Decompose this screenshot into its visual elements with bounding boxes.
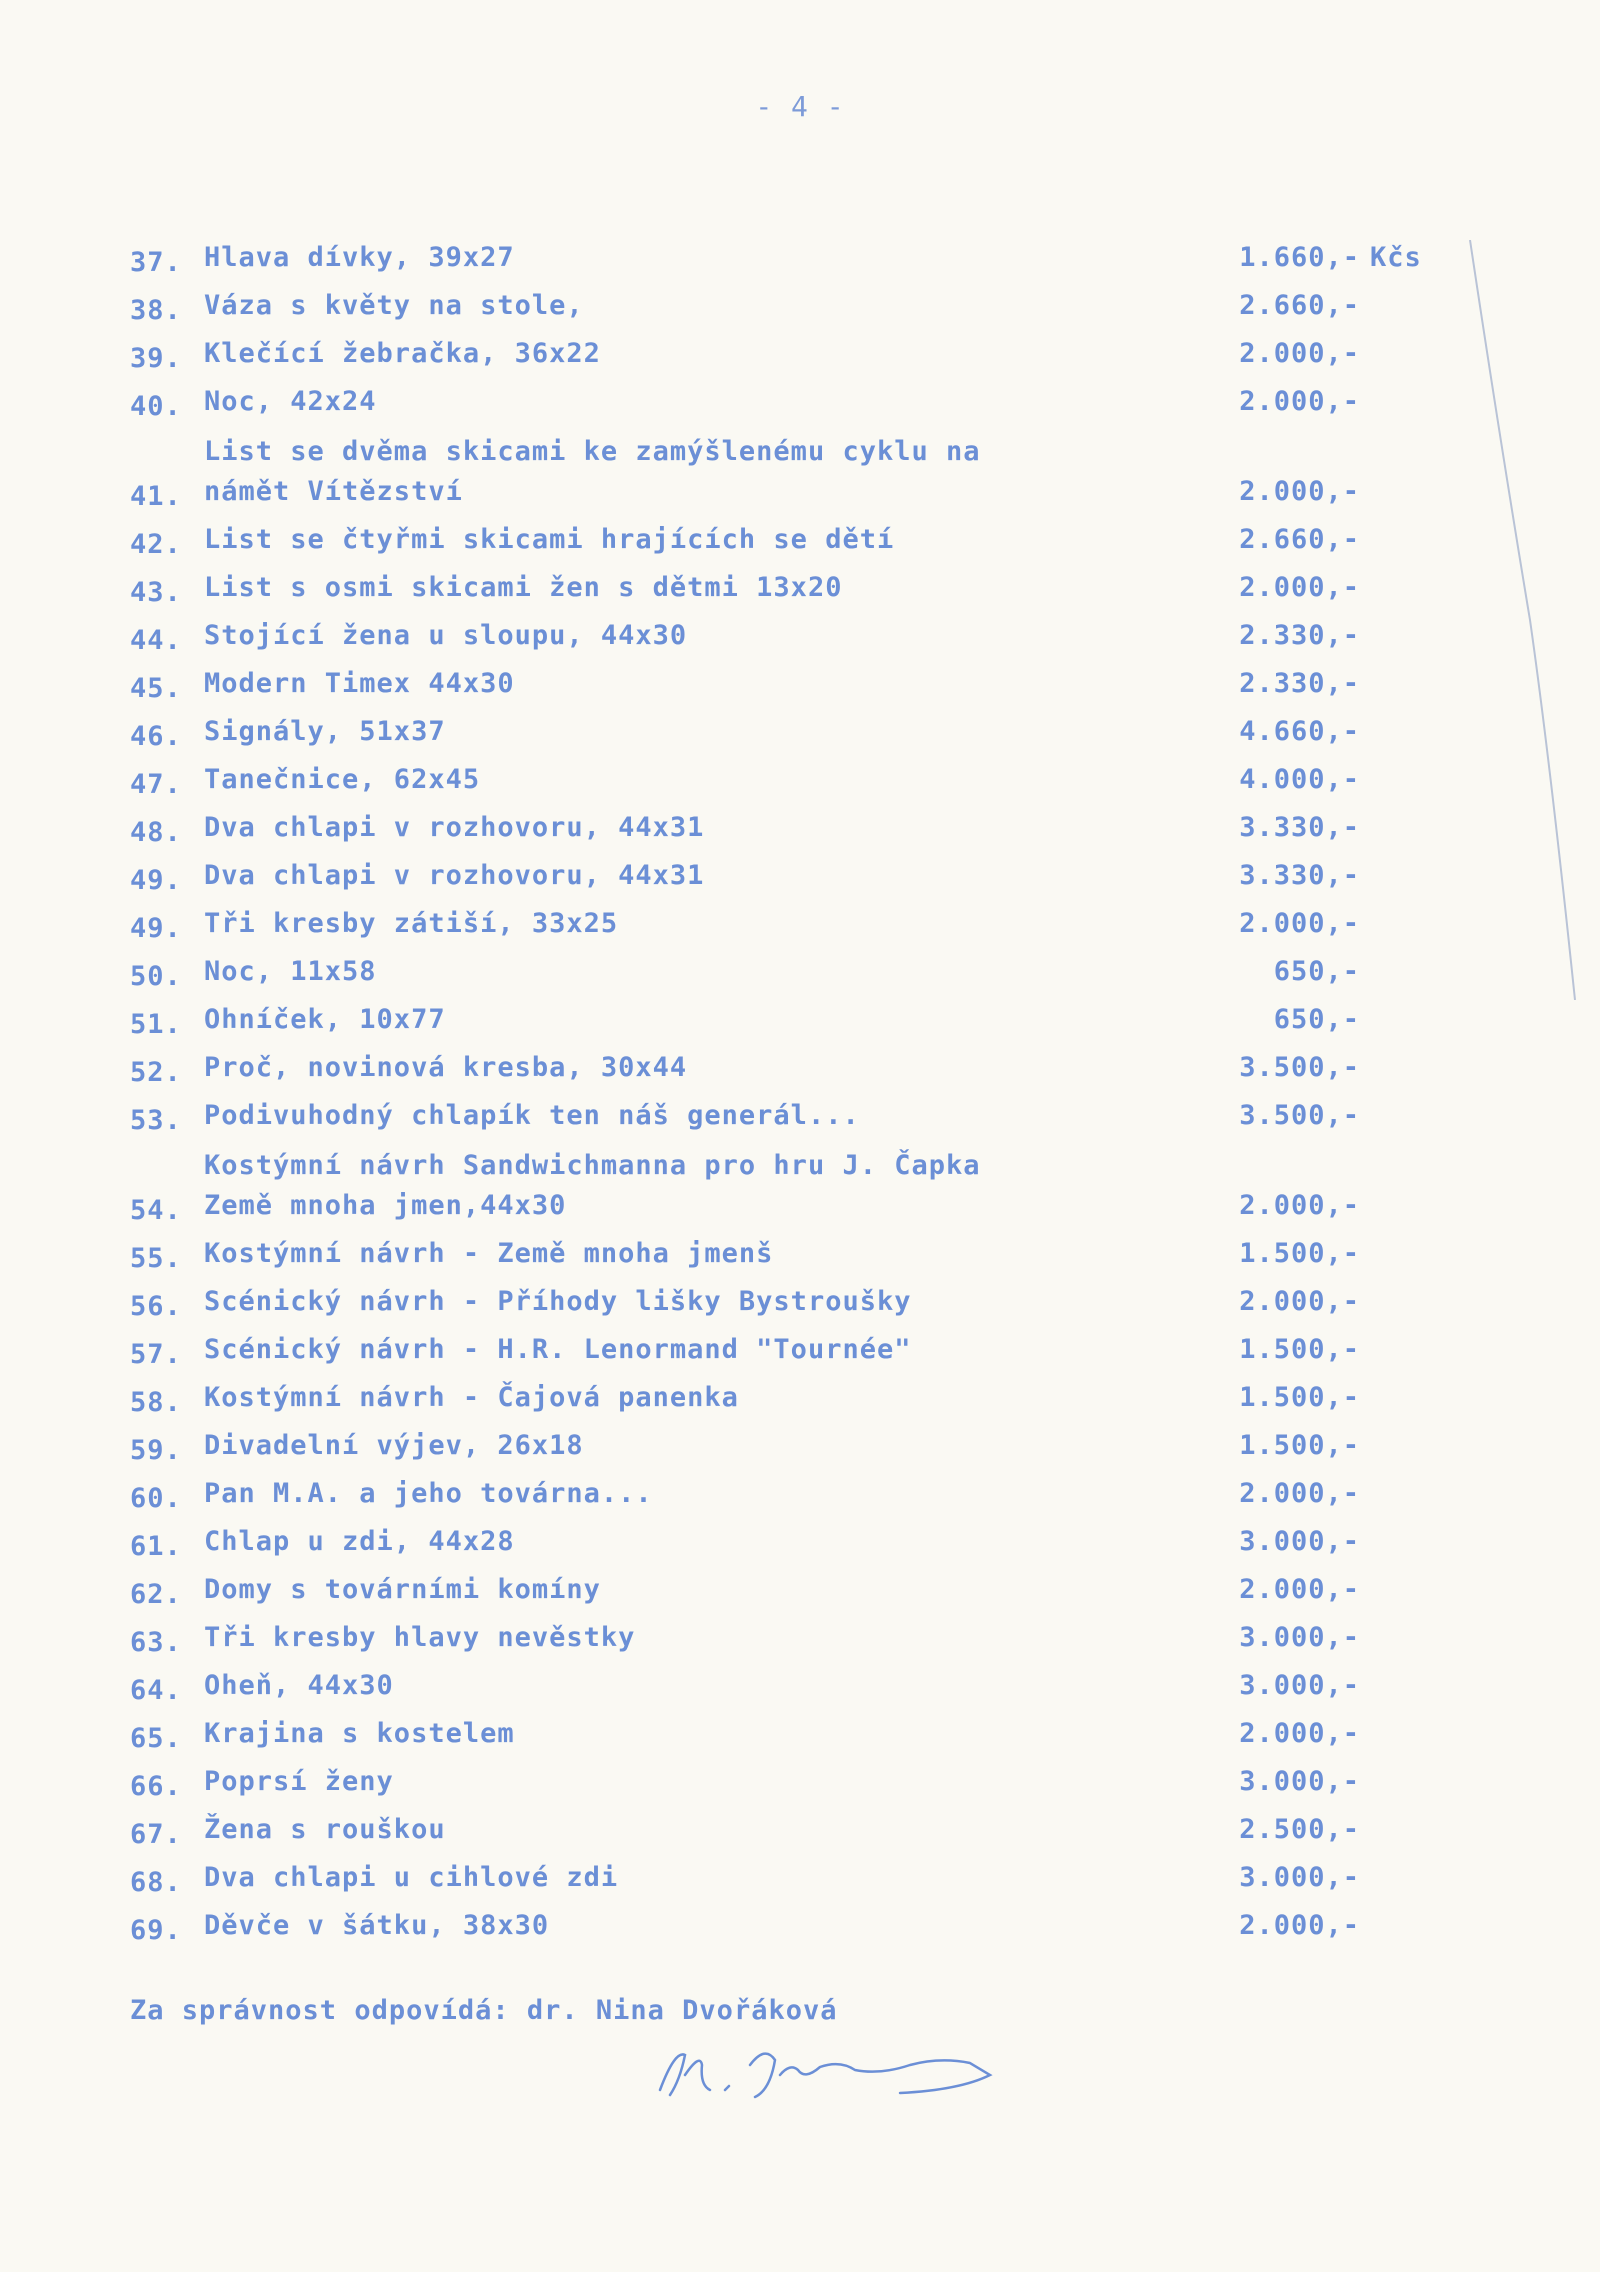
item-title: Podivuhodný chlapík ten náš generál... [204,1100,860,1131]
item-price: 2.000,- [1239,1574,1360,1605]
item-number: 48. [130,817,182,848]
item-number: 54. [130,1195,182,1226]
catalog-item [130,1514,1440,1562]
catalog-item [130,512,1440,560]
catalog-item [130,1088,1440,1136]
item-title: Proč, novinová kresba, 30x44 [204,1052,688,1083]
item-price: 3.000,- [1239,1766,1360,1797]
item-number: 66. [130,1771,182,1802]
catalog-item [130,1466,1440,1514]
item-price: 1.500,- [1239,1334,1360,1365]
margin-pencil-line [1460,240,1580,1000]
catalog-item [130,1274,1440,1322]
item-number: 49. [130,913,182,944]
item-number: 62. [130,1579,182,1610]
item-price: 3.500,- [1239,1052,1360,1083]
item-price: 2.000,- [1239,908,1360,939]
item-price: 2.000,- [1239,386,1360,417]
item-number: 42. [130,529,182,560]
catalog-item [130,1898,1440,1946]
item-price: 2.000,- [1239,1190,1360,1221]
item-price: 3.000,- [1239,1622,1360,1653]
catalog-item [130,1040,1440,1088]
item-title: Signály, 51x37 [204,716,446,747]
item-title: Dva chlapi v rozhovoru, 44x31 [204,860,705,891]
catalog-item [130,326,1440,374]
item-number: 49. [130,865,182,896]
item-price: 2.660,- [1239,290,1360,321]
catalog-item [130,1418,1440,1466]
catalog-item [130,1370,1440,1418]
item-number: 57. [130,1339,182,1370]
item-number: 59. [130,1435,182,1466]
item-number: 37. [130,247,182,278]
item-price: 2.000,- [1239,1910,1360,1941]
catalog-item [130,656,1440,704]
catalog-item [130,896,1440,944]
item-price: 2.000,- [1239,1718,1360,1749]
item-number: 65. [130,1723,182,1754]
item-title: Váza s květy na stole, [204,290,584,321]
item-number: 43. [130,577,182,608]
catalog-item [130,992,1440,1040]
item-title: List s osmi skicami žen s dětmi 13x20 [204,572,843,603]
item-number: 56. [130,1291,182,1322]
item-title: Noc, 42x24 [204,386,377,417]
item-title: Domy s továrními komíny [204,1574,601,1605]
item-title: Noc, 11x58 [204,956,377,987]
item-price: 650,- [1273,1004,1360,1035]
item-title: Ohníček, 10x77 [204,1004,446,1035]
item-title: Žena s rouškou [204,1814,446,1845]
item-title: Kostýmní návrh - Čajová panenka [204,1382,739,1413]
item-number: 61. [130,1531,182,1562]
item-title: Divadelní výjev, 26x18 [204,1430,584,1461]
item-title: Oheň, 44x30 [204,1670,394,1701]
item-price: 3.330,- [1239,812,1360,843]
catalog-item [130,1802,1440,1850]
catalog-item [130,560,1440,608]
item-title: Dva chlapi v rozhovoru, 44x31 [204,812,705,843]
item-price: 1.500,- [1239,1430,1360,1461]
item-price: 650,- [1273,956,1360,987]
item-price: 2.660,- [1239,524,1360,555]
catalog-item [130,374,1440,422]
item-number: 55. [130,1243,182,1274]
item-title: Chlap u zdi, 44x28 [204,1526,515,1557]
item-price: 3.000,- [1239,1670,1360,1701]
item-title: Modern Timex 44x30 [204,668,515,699]
item-title: Krajina s kostelem [204,1718,515,1749]
catalog-item [130,848,1440,896]
catalog-item [130,278,1440,326]
item-title: Scénický návrh - H.R. Lenormand "Tournée" [204,1334,912,1365]
item-number: 58. [130,1387,182,1418]
item-number: 63. [130,1627,182,1658]
catalog-item [130,800,1440,848]
catalog-item [130,230,1440,278]
item-price: 1.660,- [1239,242,1360,273]
item-title: Dva chlapi u cihlové zdi [204,1862,619,1893]
item-price: 2.330,- [1239,620,1360,651]
catalog-item [130,1322,1440,1370]
item-price: 2.000,- [1239,1286,1360,1317]
responsibility-statement: Za správnost odpovídá: dr. Nina Dvořáková [130,1995,838,2026]
item-title: List se čtyřmi skicami hrajících se dětí [204,524,895,555]
item-title: Pan M.A. a jeho továrna... [204,1478,653,1509]
item-number: 69. [130,1915,182,1946]
item-title: Scénický návrh - Příhody lišky Bystroušky [204,1286,912,1317]
item-title: Kostýmní návrh Sandwichmanna pro hru J. Čapka Země mnoha jmen,44x30 [204,1150,981,1221]
item-title: Klečící žebračka, 36x22 [204,338,601,369]
page-number: - 4 - [755,90,845,123]
item-price: 2.000,- [1239,338,1360,369]
catalog-item [130,704,1440,752]
item-number: 47. [130,769,182,800]
item-price: 2.500,- [1239,1814,1360,1845]
catalog-item [130,1658,1440,1706]
item-number: 50. [130,961,182,992]
item-title: Tři kresby zátiší, 33x25 [204,908,619,939]
item-number: 64. [130,1675,182,1706]
item-title: Stojící žena u sloupu, 44x30 [204,620,688,651]
item-price: 1.500,- [1239,1382,1360,1413]
item-number: 51. [130,1009,182,1040]
item-price: 2.000,- [1239,1478,1360,1509]
catalog-item [130,1706,1440,1754]
item-title: Kostýmní návrh - Země mnoha jmenš [204,1238,774,1269]
item-title: Hlava dívky, 39x27 [204,242,515,273]
item-number: 40. [130,391,182,422]
item-number: 52. [130,1057,182,1088]
item-price: 2.000,- [1239,572,1360,603]
item-price: 4.000,- [1239,764,1360,795]
item-number: 45. [130,673,182,704]
item-number: 68. [130,1867,182,1898]
item-price: 3.330,- [1239,860,1360,891]
item-price: 2.000,- [1239,476,1360,507]
item-price: 1.500,- [1239,1238,1360,1269]
item-number: 41. [130,481,182,512]
item-price: 3.000,- [1239,1862,1360,1893]
item-currency: Kčs [1370,242,1422,273]
catalog-item [130,1610,1440,1658]
item-number: 67. [130,1819,182,1850]
item-title: Poprsí ženy [204,1766,394,1797]
item-number: 44. [130,625,182,656]
catalog-item [130,608,1440,656]
item-price: 3.000,- [1239,1526,1360,1557]
catalog-item [130,422,1440,512]
catalog-item [130,752,1440,800]
item-list [130,230,1440,1946]
catalog-item [130,1226,1440,1274]
item-number: 53. [130,1105,182,1136]
catalog-item [130,1136,1440,1226]
item-price: 3.500,- [1239,1100,1360,1131]
item-number: 38. [130,295,182,326]
item-number: 60. [130,1483,182,1514]
item-price: 4.660,- [1239,716,1360,747]
item-price: 2.330,- [1239,668,1360,699]
catalog-item [130,1754,1440,1802]
signature-image [640,2035,1020,2105]
item-title: List se dvěma skicami ke zamýšlenému cyklu na námět Vítězství [204,436,981,507]
catalog-item [130,944,1440,992]
catalog-item [130,1562,1440,1610]
item-title: Tři kresby hlavy nevěstky [204,1622,636,1653]
item-number: 46. [130,721,182,752]
item-title: Tanečnice, 62x45 [204,764,481,795]
item-number: 39. [130,343,182,374]
catalog-item [130,1850,1440,1898]
item-title: Děvče v šátku, 38x30 [204,1910,550,1941]
